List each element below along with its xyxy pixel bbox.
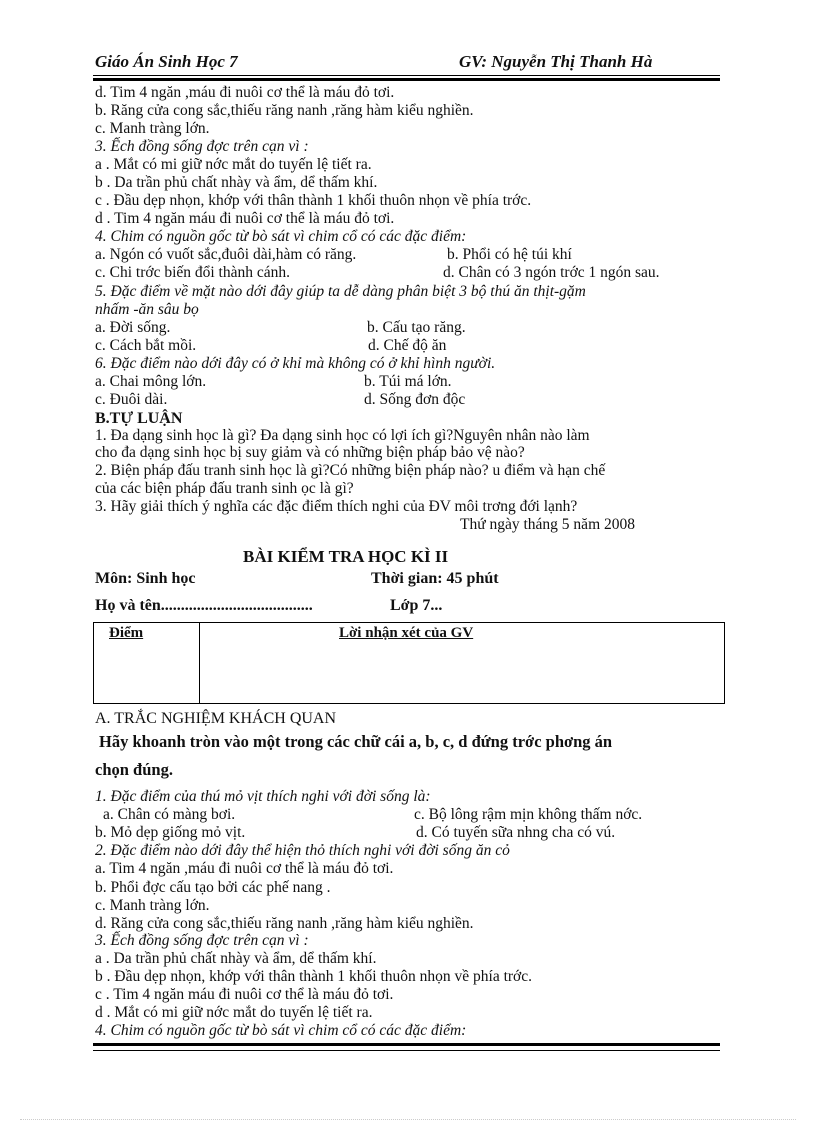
score-table — [93, 622, 725, 704]
question-4: 4. Chim có nguồn gốc từ bò sát vì chim cổ có các đặc điểm: — [95, 1022, 467, 1039]
exam-title: BÀI KIỂM TRA HỌC KÌ II — [243, 547, 449, 566]
option: a. Đời sống. — [95, 319, 171, 336]
name-field: Họ và tên...................................... — [95, 597, 313, 614]
option: a . Da trần phủ chất nhày và ẩm, dể thấm khí. — [95, 950, 377, 967]
header-right: GV: Nguyễn Thị Thanh Hà — [459, 52, 653, 71]
option: d . Mắt có mi giữ nớc mắt do tuyến lệ tiết ra. — [95, 1004, 373, 1021]
option: a. Ngón có vuốt sắc,đuôi dài,hàm có răng. — [95, 246, 357, 263]
question-3: 3. Ếch đồng sống đợc trên cạn vì : — [95, 138, 309, 155]
header-rule — [93, 75, 720, 76]
subject-label: Môn: Sinh học — [95, 570, 196, 587]
class-field: Lớp 7... — [390, 597, 443, 614]
option: a. Chân có màng bơi. — [103, 806, 236, 823]
option: b . Đầu dẹp nhọn, khớp với thân thành 1 khối thuôn nhọn về phía trớc. — [95, 968, 532, 985]
option: b. Phổi có hệ túi khí — [447, 246, 572, 263]
option: c. Đuôi dài. — [95, 391, 168, 408]
option: c. Bộ lông rậm mịn không thấm nớc. — [414, 806, 643, 823]
question-2: 2. Đặc điểm nào dới đây thể hiện thỏ thích nghi với đời sống ăn cỏ — [95, 842, 510, 859]
option: c . Đầu dẹp nhọn, khớp với thân thành 1 khối thuôn nhọn về phía trớc. — [95, 192, 532, 209]
option: b . Da trần phủ chất nhày và ẩm, dể thấm khí. — [95, 174, 378, 191]
option: b. Túi má lớn. — [364, 373, 452, 390]
question-6: 6. Đặc điểm nào dới đây có ở khỉ mà không có ở khỉ hình người. — [95, 355, 496, 372]
question-5-cont: nhấm -ăn sâu bọ — [95, 301, 199, 318]
option: b. Mỏ dẹp giống mỏ vịt. — [95, 824, 246, 841]
text-line: d. Tim 4 ngăn ,máu đi nuôi cơ thể là máu đỏ tơi. — [95, 84, 395, 101]
time-label: Thời gian: 45 phút — [371, 570, 499, 587]
footer-rule-thick — [93, 1043, 720, 1046]
option: b. Cấu tạo răng. — [367, 319, 466, 336]
option: c. Cách bắt mồi. — [95, 337, 197, 354]
option: d. Chân có 3 ngón trớc 1 ngón sau. — [443, 264, 660, 281]
option: d. Răng cửa cong sắc,thiếu răng nanh ,răng hàm kiểu nghiền. — [95, 915, 474, 932]
option: c. Manh tràng lớn. — [95, 897, 210, 914]
footer-rule — [93, 1050, 720, 1051]
text-line: c. Manh tràng lớn. — [95, 120, 210, 137]
question-5: 5. Đặc điểm về mặt nào dới đây giúp ta dễ dàng phân biệt 3 bộ thú ăn thịt-gặm — [95, 283, 586, 300]
option: d. Có tuyến sữa nhng cha có vú. — [416, 824, 616, 841]
header-left: Giáo Án Sinh Học 7 — [95, 52, 238, 71]
page-edge — [20, 1119, 796, 1120]
date-line: Thứ ngày tháng 5 năm 2008 — [460, 516, 635, 533]
section-title: A. TRẮC NGHIỆM KHÁCH QUAN — [95, 710, 337, 727]
header-rule-thick — [93, 78, 720, 81]
option: d. Chế độ ăn — [368, 337, 447, 354]
section-title: B.TỰ LUẬN — [95, 410, 183, 427]
option: c. Chi trớc biến đổi thành cánh. — [95, 264, 291, 281]
essay-question: 2. Biện pháp đấu tranh sinh học là gì?Có những biện pháp nào? u điểm và hạn chế — [95, 462, 606, 479]
option: d . Tim 4 ngăn máu đi nuôi cơ thể là máu đỏ tơi. — [95, 210, 395, 227]
essay-question: của các biện pháp đấu tranh sinh ọc là gì? — [95, 480, 354, 497]
comment-header: Lời nhận xét của GV — [339, 625, 474, 641]
option: a. Tim 4 ngăn ,máu đi nuôi cơ thể là máu đỏ tơi. — [95, 860, 394, 877]
question-4: 4. Chim có nguồn gốc từ bò sát vì chim cổ có các đặc điểm: — [95, 228, 467, 245]
essay-question: 1. Đa dạng sinh học là gì? Đa dạng sinh học có lợi ích gì?Nguyên nhân nào làm — [95, 427, 590, 444]
option: d. Sống đơn độc — [364, 391, 466, 408]
essay-question: 3. Hãy giải thích ý nghĩa các đặc điểm thích nghi của ĐV môi trơng đới lạnh? — [95, 498, 578, 515]
table-divider — [199, 623, 200, 703]
question-1: 1. Đặc điểm của thú mỏ vịt thích nghi với đời sống là: — [95, 788, 431, 805]
option: a. Chai mông lớn. — [95, 373, 207, 390]
score-header: Điểm — [109, 625, 144, 641]
option: b. Phổi đợc cấu tạo bởi các phế nang . — [95, 879, 331, 896]
question-3: 3. Ếch đồng sống đợc trên cạn vì : — [95, 932, 309, 949]
essay-question: cho đa dạng sinh học bị suy giảm và có những biện pháp bảo vệ nào? — [95, 444, 525, 461]
instructions-cont: chọn đúng. — [95, 760, 173, 779]
option: c . Tim 4 ngăn máu đi nuôi cơ thể là máu đỏ tơi. — [95, 986, 394, 1003]
instructions: Hãy khoanh tròn vào một trong các chữ cái a, b, c, d đứng trớc phơng án — [99, 732, 613, 751]
text-line: b. Răng cửa cong sắc,thiếu răng nanh ,răng hàm kiểu nghiền. — [95, 102, 474, 119]
option: a . Mắt có mi giữ nớc mắt do tuyến lệ tiết ra. — [95, 156, 372, 173]
